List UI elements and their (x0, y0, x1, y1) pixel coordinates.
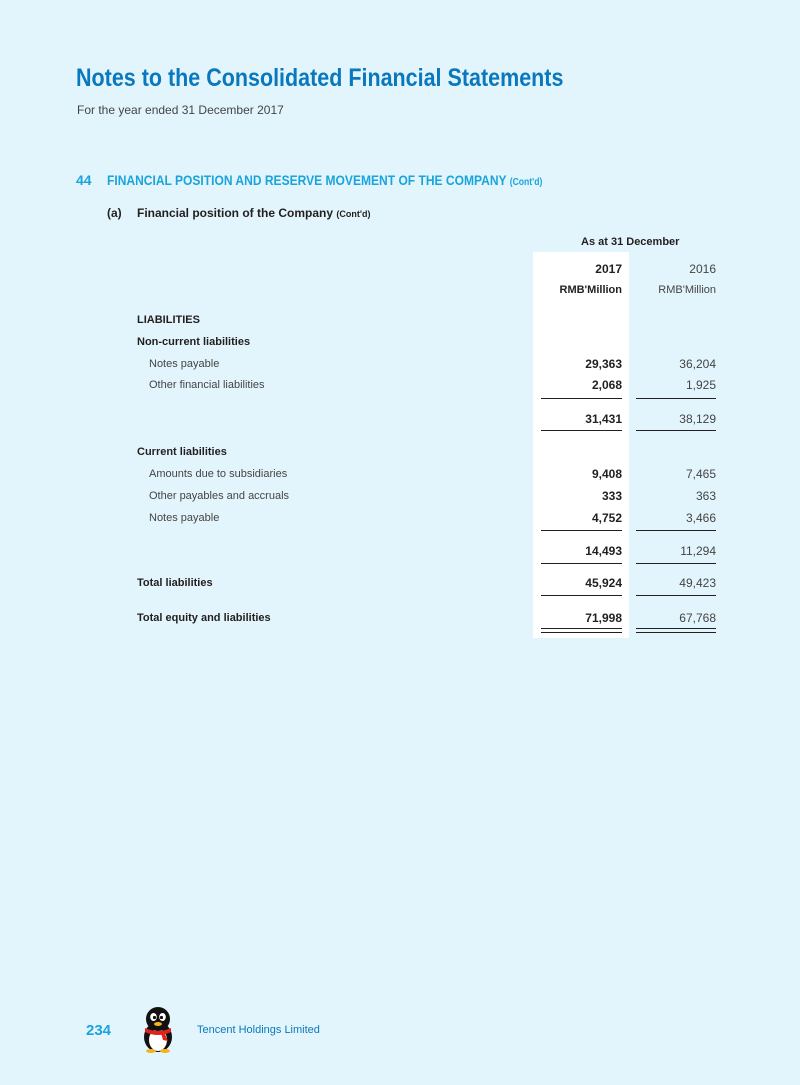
value-2016: 36,204 (679, 357, 716, 371)
subtotal-2016: 11,294 (680, 544, 716, 558)
subtotal-2017: 14,493 (585, 544, 622, 558)
total-liabilities-2016: 49,423 (679, 576, 716, 590)
current-heading: Current liabilities (137, 446, 227, 458)
double-underline-2017 (541, 628, 622, 633)
total-rule-2016 (636, 595, 716, 596)
total-equity-liabilities-label: Total equity and liabilities (137, 612, 271, 624)
double-underline-2016 (636, 628, 716, 633)
value-2016: 3,466 (685, 511, 716, 525)
subtotal-underline-2016 (636, 563, 716, 564)
value-2017: 9,408 (591, 467, 622, 481)
section-title (107, 172, 542, 188)
company-name: Tencent Holdings Limited (197, 1024, 320, 1036)
column-year-2016: 2016 (689, 262, 716, 276)
row-label: Notes payable (149, 358, 220, 370)
page-subtitle: For the year ended 31 December 2017 (77, 103, 284, 117)
row-label: Amounts due to subsidiaries (149, 468, 288, 480)
penguin-logo-icon (138, 1005, 178, 1053)
subtotal-rule-2016 (636, 398, 716, 399)
value-2016: 1,925 (685, 378, 716, 392)
subtotal-underline-2017 (541, 563, 622, 564)
row-label: Other financial liabilities (149, 379, 265, 391)
value-2017: 333 (601, 489, 622, 503)
value-2017: 2,068 (591, 378, 622, 392)
row-label: Other payables and accruals (149, 490, 290, 502)
column-unit-2016: RMB'Million (658, 284, 716, 296)
subtotal-underline-2017 (541, 430, 622, 431)
non-current-heading: Non-current liabilities (137, 336, 251, 348)
subsection-letter: (a) (107, 206, 122, 220)
column-year-2017: 2017 (595, 262, 622, 276)
total-liabilities-label: Total liabilities (137, 577, 213, 589)
subtotal-underline-2016 (636, 430, 716, 431)
total-equity-liabilities-2017: 71,998 (585, 611, 622, 625)
section-title-suffix: (Cont'd) (509, 177, 543, 188)
section-number: 44 (76, 172, 92, 188)
value-2016: 363 (695, 489, 716, 503)
value-2017: 4,752 (591, 511, 622, 525)
subtotal-rule-2016 (636, 530, 716, 531)
value-2017: 29,363 (585, 357, 622, 371)
subsection-title-suffix: (Cont'd) (336, 209, 371, 219)
total-rule-2017 (541, 595, 622, 596)
section-title-text: FINANCIAL POSITION AND RESERVE MOVEMENT OF THE COMPANY (107, 172, 507, 188)
total-liabilities-2017: 45,924 (585, 576, 622, 590)
period-header: As at 31 December (581, 236, 680, 248)
subsection-title-text: Financial position of the Company (137, 206, 334, 220)
page-title: Notes to the Consolidated Financial Statements (76, 64, 564, 92)
column-unit-2017: RMB'Million (559, 284, 622, 296)
subtotal-2017: 31,431 (585, 412, 622, 426)
total-equity-liabilities-2016: 67,768 (679, 611, 716, 625)
liabilities-heading: LIABILITIES (137, 314, 200, 326)
value-2016: 7,465 (685, 467, 716, 481)
subsection-title (137, 206, 370, 220)
row-label: Notes payable (149, 512, 220, 524)
subtotal-rule-2017 (541, 398, 622, 399)
subtotal-rule-2017 (541, 530, 622, 531)
page-number: 234 (86, 1022, 112, 1039)
subtotal-2016: 38,129 (679, 412, 716, 426)
